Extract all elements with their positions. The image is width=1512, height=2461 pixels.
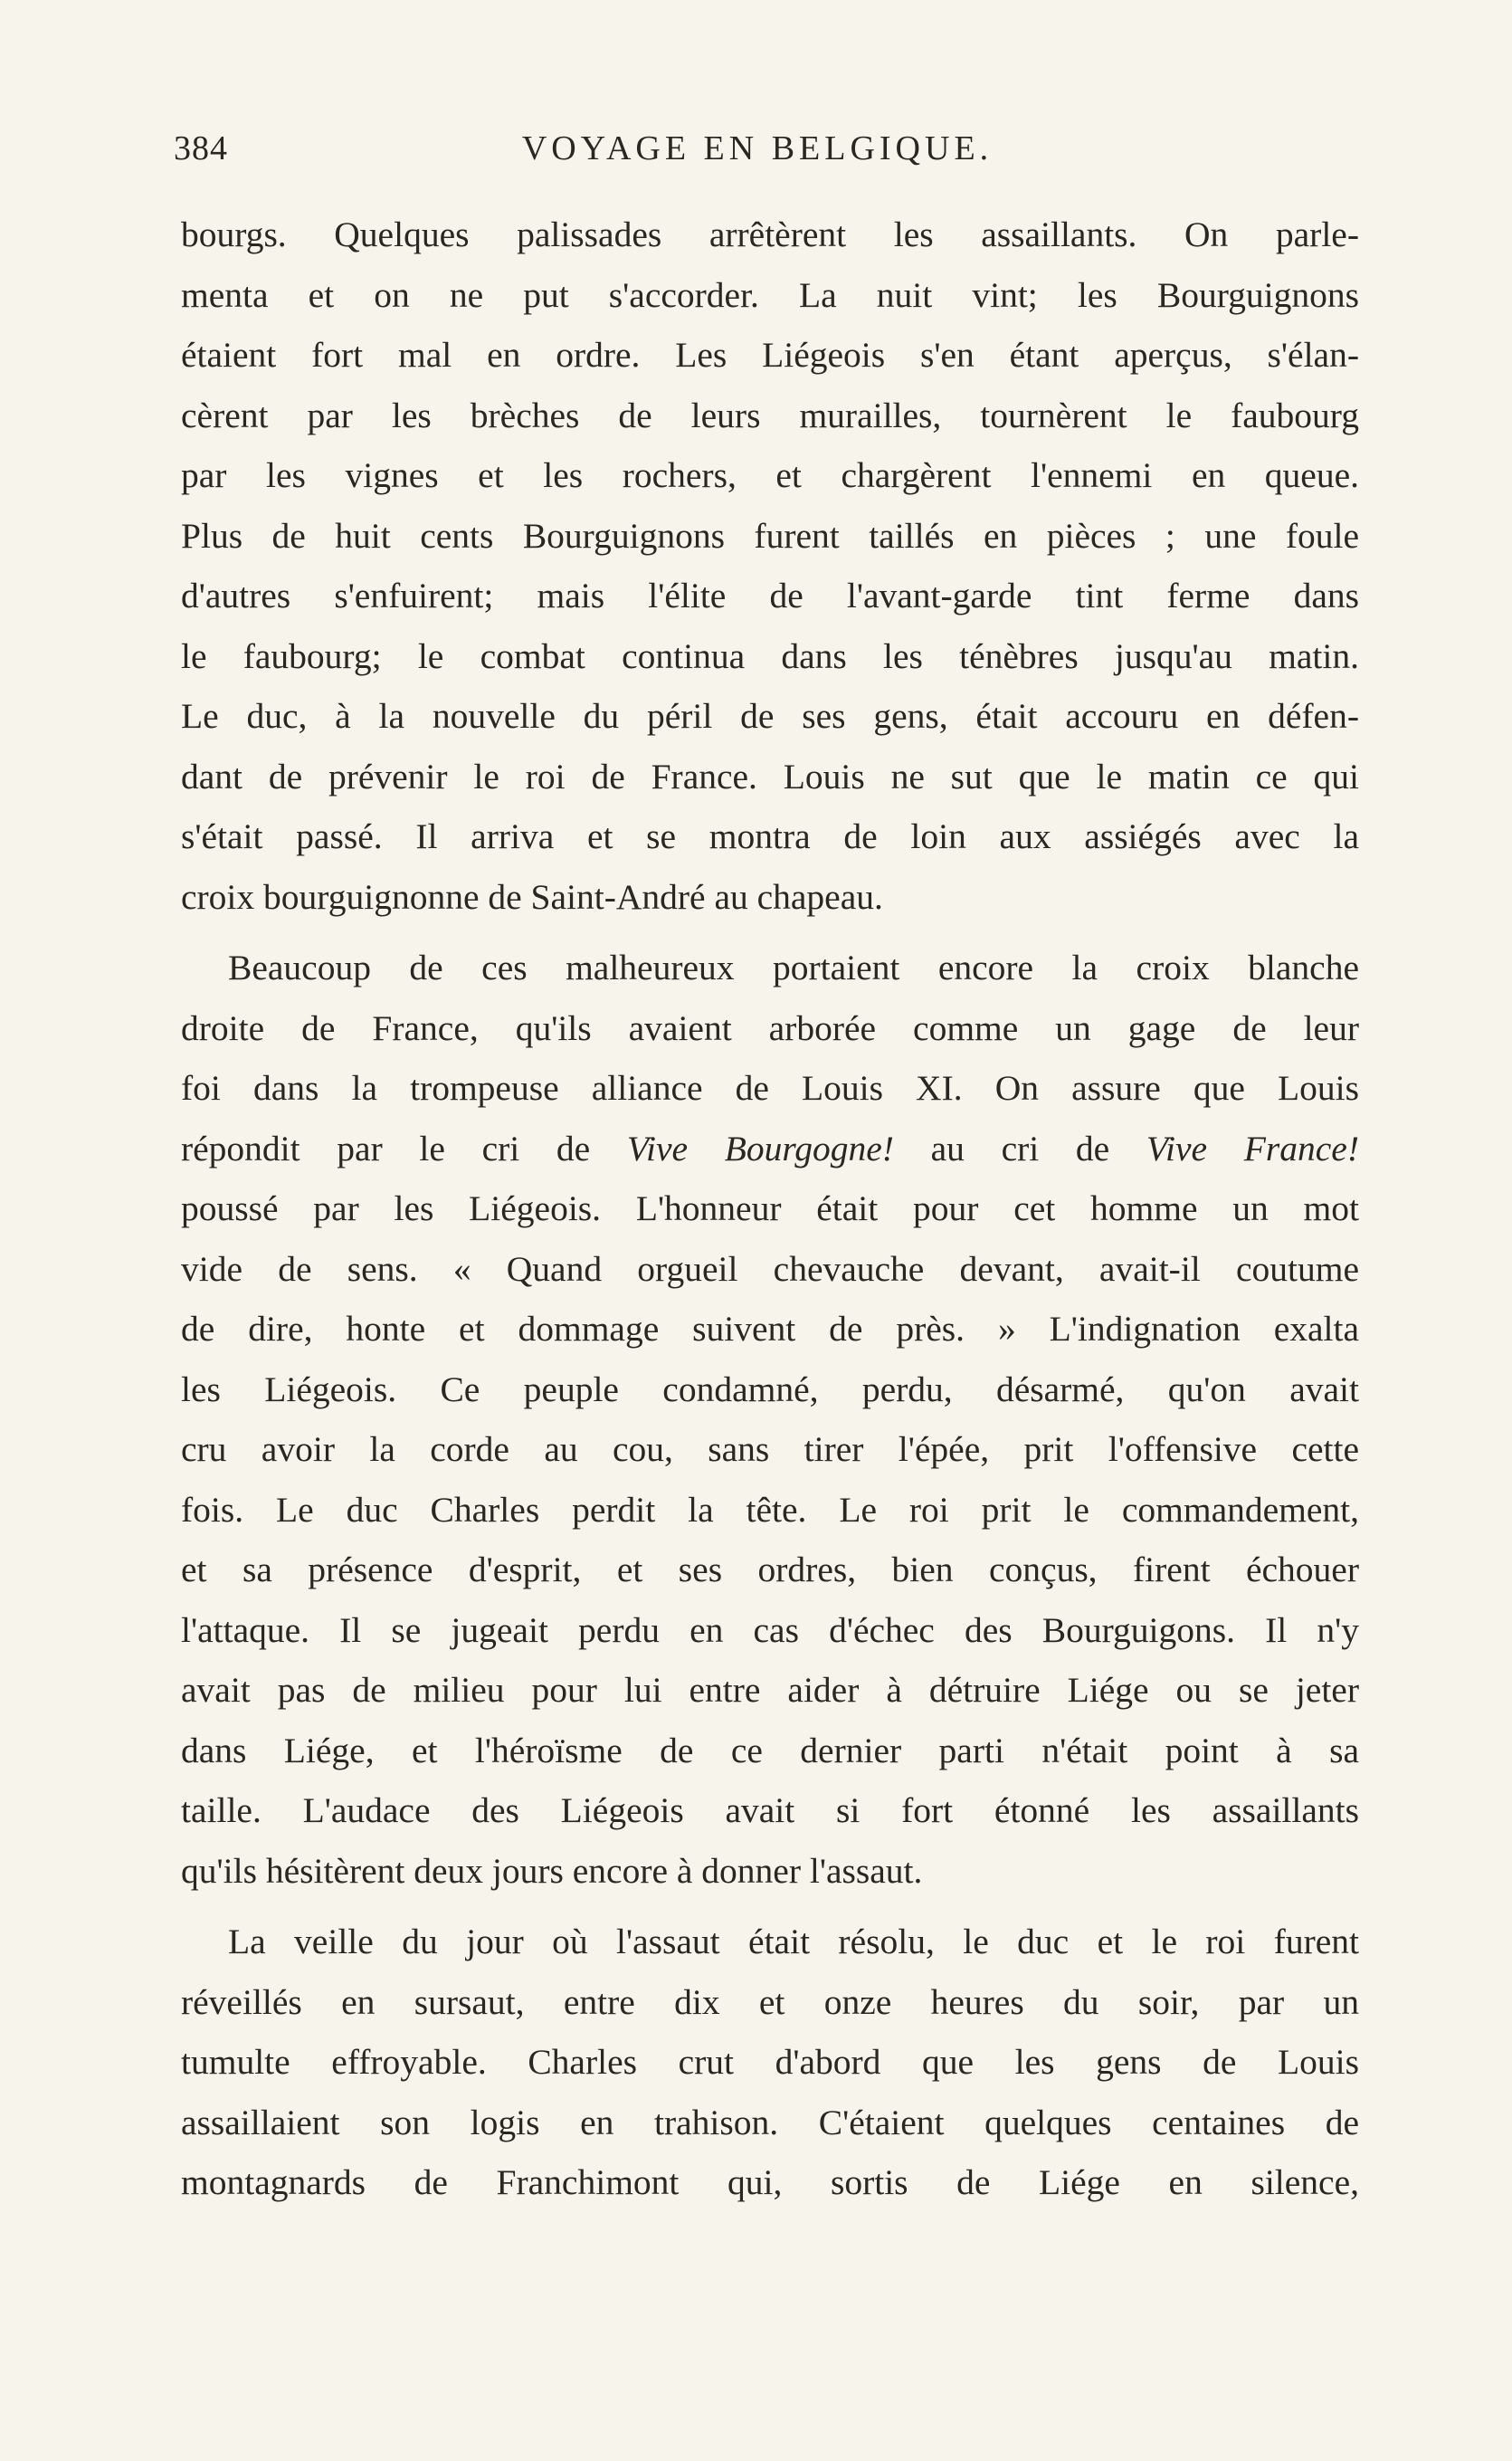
text-line: croix bourguignonne de Saint-André au chapeau. — [181, 876, 883, 917]
text-line: droite de France, qu'ils avaient arborée comme un gage de leur — [181, 1007, 1359, 1048]
text-line: réveillés en sursaut, entre dix et onze heures du soir, par un — [181, 1981, 1359, 2022]
paragraph-3 — [181, 1912, 1359, 2213]
text-line: Beaucoup de ces malheureux portaient encore la croix blanche — [228, 948, 1359, 987]
body-text — [181, 205, 1359, 2213]
text-line: menta et on ne put s'accorder. La nuit vint; les Bourguignons — [181, 274, 1359, 315]
text-line: l'attaque. Il se jugeait perdu en cas d'échec des Bourguigons. Il n'y — [181, 1609, 1359, 1650]
text-line: bourgs. Quelques palissades arrêtèrent les assaillants. On parle- — [181, 215, 1359, 254]
text-line: qu'ils hésitèrent deux jours encore à donner l'assaut. — [181, 1850, 923, 1891]
text-line: Plus de huit cents Bourguignons furent taillés en pièces ; une foule — [181, 515, 1359, 556]
text-line: Le duc, à la nouvelle du péril de ses gens, était accouru en défen- — [181, 696, 1359, 736]
text-line: d'autres s'enfuirent; mais l'élite de l'avant-garde tint ferme dans — [181, 576, 1359, 615]
paragraph-1 — [181, 205, 1359, 927]
text-line: dans Liége, et l'héroïsme de ce dernier parti n'était point à sa — [181, 1730, 1359, 1770]
text-line: dant de prévenir le roi de France. Louis ne sut que le matin ce qui — [181, 756, 1359, 796]
text-line: assaillaient son logis en trahison. C'étaient quelques centaines de — [181, 2102, 1359, 2142]
text-line: vide de sens. « Quand orgueil chevauche devant, avait-il coutume — [181, 1248, 1359, 1289]
text-line: fois. Le duc Charles perdit la tête. Le roi prit le commandement, — [181, 1489, 1359, 1530]
text-line-with-italics — [181, 1119, 1359, 1179]
page-number: 384 — [174, 129, 228, 167]
page-header — [174, 129, 1368, 183]
italic-phrase: Vive Bourgogne! — [626, 1128, 894, 1168]
text-line: poussé par les Liégeois. L'honneur était pour cet homme un mot — [181, 1188, 1359, 1228]
text-line: s'était passé. Il arriva et se montra de loin aux assiégés avec la — [181, 816, 1359, 856]
text-line: La veille du jour où l'assaut était résolu, le duc et le roi furent — [228, 1922, 1359, 1961]
text-line: tumulte effroyable. Charles crut d'abord que les gens de Louis — [181, 2042, 1359, 2082]
text-line: foi dans la trompeuse alliance de Louis XI. On assure que Louis — [181, 1068, 1359, 1108]
text-line: cèrent par les brèches de leurs murailles, tournèrent le faubourg — [181, 395, 1359, 435]
text-line: les Liégeois. Ce peuple condamné, perdu, désarmé, qu'on avait — [181, 1369, 1359, 1409]
text-line: montagnards de Franchimont qui, sortis de Liége en silence, — [181, 2162, 1359, 2202]
text-line: de dire, honte et dommage suivent de près. » L'indignation exalta — [181, 1309, 1359, 1349]
text-line: cru avoir la corde au cou, sans tirer l'épée, prit l'offensive cette — [181, 1429, 1359, 1469]
text-line: et sa présence d'esprit, et ses ordres, bien conçus, firent échouer — [181, 1550, 1359, 1589]
text-line: le faubourg; le combat continua dans les ténèbres jusqu'au matin. — [181, 635, 1359, 676]
text-line: par les vignes et les rochers, et chargèrent l'ennemi en queue. — [181, 455, 1359, 495]
text-line: étaient fort mal en ordre. Les Liégeois s'en étant aperçus, s'élan- — [181, 335, 1359, 375]
italic-phrase: Vive France! — [1146, 1128, 1359, 1168]
text-segment: au cri de — [893, 1128, 1146, 1168]
running-title: VOYAGE EN BELGIQUE. — [521, 129, 994, 167]
paragraph-2 — [181, 938, 1359, 1901]
text-line: avait pas de milieu pour lui entre aider à détruire Liége ou se jeter — [181, 1670, 1359, 1710]
text-line: taille. L'audace des Liégeois avait si fort étonné les assaillants — [181, 1790, 1359, 1830]
text-segment: répondit par le cri de — [181, 1128, 627, 1168]
